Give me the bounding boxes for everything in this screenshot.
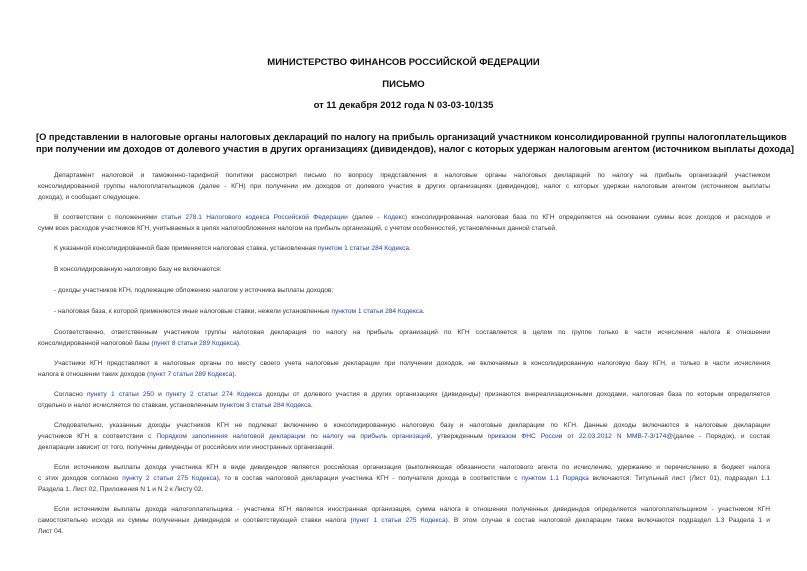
paragraph-line: - доходы участников КГН, подлежащие обложению налогом у источника выплаты доходов; [54, 287, 334, 294]
link-filling-procedure[interactable]: Порядком заполнения налоговой декларации по налогу на прибыль организаций [156, 433, 431, 440]
document-subject [36, 131, 794, 155]
text-run: доходы от долевого участия в других организациях (дивиденды) признаются внереализационными доходами, налоговая база по которым определяется [261, 391, 770, 398]
text-run: отдельно и налог исчисляется по ставкам, установленным [38, 402, 220, 409]
document-date-number: от 11 декабря 2012 года N 03-03-10/135 [313, 100, 494, 111]
ministry-heading: МИНИСТЕРСТВО ФИНАНСОВ РОССИЙСКОЙ ФЕДЕРАЦИИ [267, 57, 540, 68]
paragraph-line: дохода), и сообщает следующее. [38, 194, 141, 201]
text-run: ) консолидированная налоговая база по КГН определяется на основании суммы всех доходов и расходов и [404, 214, 770, 221]
link-article-289-p7[interactable]: пункт 7 статьи 289 Кодекса [149, 371, 233, 378]
paragraph-1 [38, 170, 770, 203]
paragraph-9 [38, 389, 770, 411]
link-code[interactable]: Кодекс [383, 214, 405, 221]
paragraph-7 [38, 327, 770, 349]
paragraph-11 [38, 462, 770, 495]
paragraph-line: Следовательно, указанные доходы участников КГН не подлежат включению в консолидированную налоговую базу и налоговые декларации по КГН. Данные доходы включаются в налоговые декларации [54, 422, 770, 429]
subject-line-2: при получении им доходов от долевого участия в других организациях (дивидендов), налог с которых удержан налоговым агентом (источником выплаты дохода] [36, 144, 794, 154]
paragraph-line [38, 243, 770, 254]
text-run: ). [232, 371, 237, 378]
text-run: консолидированной налоговой базы ( [38, 340, 154, 347]
paragraph-line: консолидированной группы налогоплательщиков (далее - КГН) при получении им доходов от долевого участия в других организациях (дивидендов), налог с которых удержан налоговым агентом (источником выплаты [38, 183, 770, 190]
paragraph-line [38, 306, 770, 317]
link-procedure-p1-1[interactable]: пунктом 1.1 Порядка [521, 475, 589, 482]
link-article-275-p1[interactable]: пункт 1 статьи 275 Кодекса [352, 517, 446, 524]
link-fns-order[interactable]: приказом ФНС России от 22.03.2012 N ММВ-7-3/174@ [487, 433, 674, 440]
document-type: ПИСЬМО [382, 79, 425, 90]
paragraph-5 [38, 285, 770, 296]
paragraph-2 [38, 212, 770, 234]
text-run: включаются: Титульный лист (Лист 01), подраздел 1.1 [588, 475, 771, 482]
paragraph-line [38, 338, 770, 349]
text-run: самостоятельно исходя из суммы полученных дивидендов и соответствующей ставки налога ( [38, 517, 353, 524]
paragraph-12 [38, 504, 770, 537]
text-run: . [422, 308, 425, 315]
paragraph-line: Соответственно, ответственным участником группы налоговая декларация по налогу на прибыль организаций по КГН составляется в целом по группе только в части исчисления налога в отношении [54, 329, 770, 336]
paragraph-line: Если источником выплаты дохода участника КГН в виде дивидендов является российская организация (выполняющая обязанности налогового агента по исчислению, удержанию и перечислению в бюджет налога [54, 464, 770, 471]
text-run: ). [236, 340, 241, 347]
text-run: (далее - [347, 214, 384, 221]
text-run: налога в отношении таких доходов ( [38, 371, 150, 378]
paragraph-6 [38, 306, 770, 317]
text-run: Согласно [54, 391, 87, 398]
paragraph-line [38, 212, 770, 223]
link-article-274-p2[interactable]: пункту 2 статьи 274 Кодекса [165, 391, 262, 398]
link-article-289-p8[interactable]: пункт 8 статьи 289 Кодекса [153, 340, 237, 347]
paragraph-line: сумм всех расходов участников КГН, учитываемых в целях налогообложения налогом на прибыль организаций, с учетом особенностей, установленных данной статьей. [38, 225, 557, 232]
paragraph-line: Раздела 1, Лист 02, Приложения N 1 и N 2 к Листу 02. [38, 486, 204, 493]
text-run: - налоговая база, к которой применяются иные налоговые ставки, нежели установленные [54, 308, 332, 315]
paragraph-line: Лист 04. [38, 528, 64, 535]
paragraph-line [38, 369, 770, 380]
paragraph-line: декларации зависит от того, получены дивиденды от российских или иностранных организаций. [38, 444, 335, 451]
paragraph-line: В консолидированную налоговую базу не включаются: [54, 266, 222, 273]
paragraph-line: Если источником выплаты дохода налогоплательщика - участника КГН является иностранная организация, сумма налога в отношении полученных дивидендов определяется налогоплательщиком - участником КГН [54, 506, 770, 513]
text-run: К указанной консолидированной базе применяется налоговая ставка, установленная [54, 245, 318, 252]
text-run: , утвержденным [430, 433, 488, 440]
text-run: В соответствии с положениями [54, 214, 162, 221]
link-article-275-p2[interactable]: пункту 2 статьи 275 Кодекса [122, 475, 217, 482]
link-article-284-p3[interactable]: пунктом 3 статьи 284 Кодекса [219, 402, 311, 409]
paragraph-line [38, 473, 770, 484]
text-run: ). В этом случае в состав налоговой декларации также включаются подраздел 1.3 Раздела 1 и [445, 517, 770, 524]
paragraph-line [38, 515, 770, 526]
text-run: ), то в состав налоговой декларации участника КГН - получателя дохода в соответствии с [216, 475, 522, 482]
text-run: участников КГН в соответствии с [38, 433, 157, 440]
paragraph-line: Департамент налоговой и таможенно-тарифной политики рассмотрел письмо по вопросу представления в налоговые органы налоговых деклараций по налогу на прибыль организаций участником [54, 172, 770, 179]
paragraph-8 [38, 358, 770, 380]
link-article-278-1[interactable]: статьи 278.1 Налогового кодекса Российской Федерации [161, 214, 348, 221]
link-article-250-p1[interactable]: пункту 1 статьи 250 [86, 391, 154, 398]
paragraph-10 [38, 420, 770, 453]
paragraph-line: Участники КГН представляют в налоговые органы по месту своего учета налоговые декларации при получении доходов, не включаемых в консолидированную налоговую базу КГН, и только в части исчисления [54, 360, 770, 367]
paragraph-line [38, 389, 770, 400]
paragraph-line [38, 400, 770, 411]
paragraph-4 [38, 264, 770, 275]
link-article-284-p1[interactable]: пунктом 1 статьи 284 Кодекса [317, 245, 410, 252]
text-run: (далее - Порядок), и состав [673, 433, 770, 440]
text-run: с этих доходов согласно [38, 475, 123, 482]
paragraph-line [38, 431, 770, 442]
text-run: . [310, 402, 313, 409]
paragraph-3 [38, 243, 770, 254]
subject-line-1: [О представлении в налоговые органы налоговых деклараций по налогу на прибыль организаций участником консолидированной группы налогоплательщиков [36, 132, 787, 142]
text-run: . [409, 245, 411, 252]
text-run: и [153, 391, 166, 398]
link-article-284-p1[interactable]: пунктом 1 статьи 284 Кодекса [331, 308, 423, 315]
